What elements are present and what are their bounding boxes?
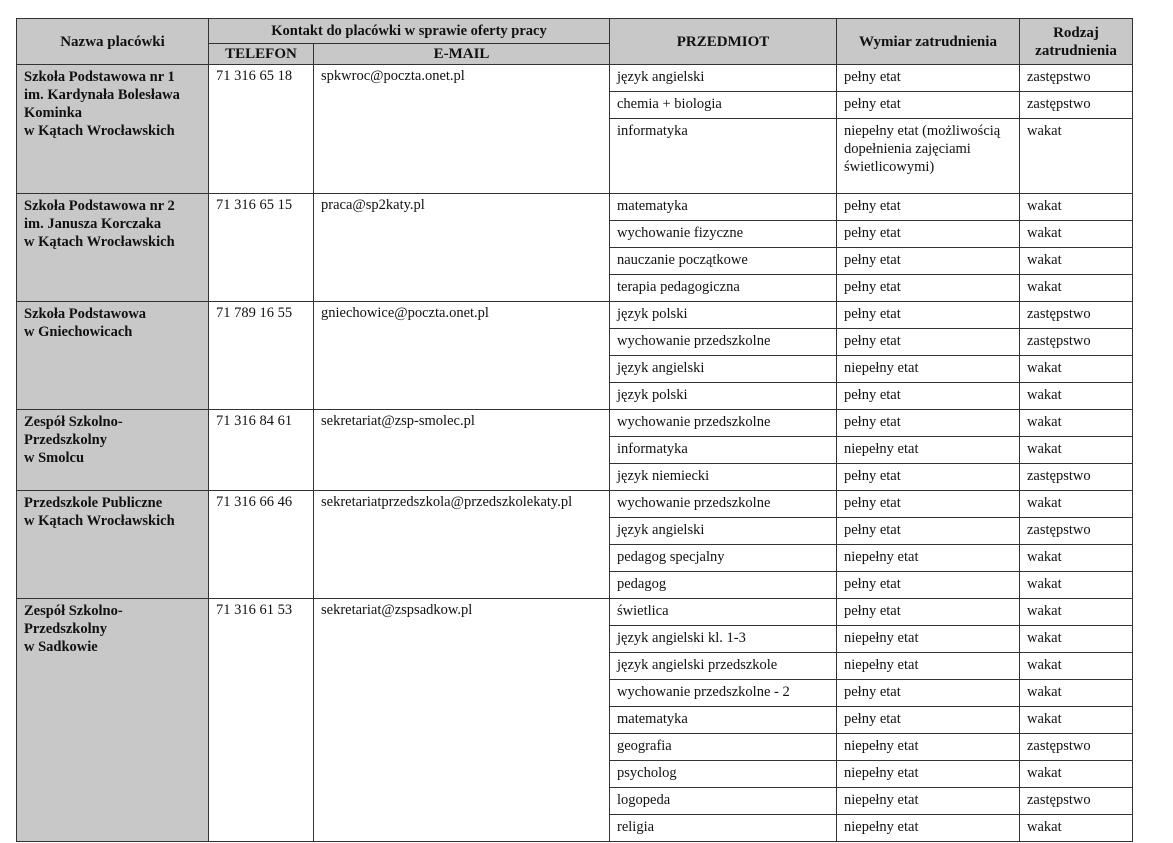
offer-subject: informatyka	[610, 437, 837, 464]
offer-subject: chemia + biologia	[610, 92, 837, 119]
offer-subject: język angielski kl. 1-3	[610, 626, 837, 653]
offer-subject: język angielski	[610, 65, 837, 92]
offer-employment-type: zastępstwo	[1020, 464, 1133, 491]
offer-employment-type: wakat	[1020, 572, 1133, 599]
table-row	[17, 410, 1133, 437]
offer-employment-type: wakat	[1020, 410, 1133, 437]
offer-employment-scope: niepełny etat	[837, 815, 1020, 842]
offer-employment-type: zastępstwo	[1020, 788, 1133, 815]
offer-employment-scope: pełny etat	[837, 275, 1020, 302]
school-name-line: Przedszkolny	[24, 621, 107, 637]
offer-subject: język polski	[610, 302, 837, 329]
offer-employment-scope: niepełny etat	[837, 545, 1020, 572]
school-name-line: Zespół Szkolno-	[24, 414, 123, 430]
school-email[interactable]: praca@sp2katy.pl	[314, 194, 610, 302]
school-name-line: w Kątach Wrocławskich	[24, 513, 175, 529]
offer-employment-type: wakat	[1020, 275, 1133, 302]
header-employment-type: Rodzaj zatrudnienia	[1020, 19, 1133, 65]
offer-employment-type: wakat	[1020, 815, 1133, 842]
school-name-line: Zespół Szkolno-	[24, 603, 123, 619]
offer-subject: nauczanie początkowe	[610, 248, 837, 275]
offer-subject: matematyka	[610, 707, 837, 734]
offer-employment-scope: pełny etat	[837, 92, 1020, 119]
offer-employment-scope: pełny etat	[837, 491, 1020, 518]
offer-subject: wychowanie przedszkolne	[610, 410, 837, 437]
offer-employment-scope: pełny etat	[837, 221, 1020, 248]
table-header	[17, 19, 1133, 65]
offer-subject: pedagog	[610, 572, 837, 599]
table-row	[17, 65, 1133, 92]
school-phone: 71 316 65 15	[209, 194, 314, 302]
offer-employment-scope: niepełny etat	[837, 788, 1020, 815]
offer-employment-scope: pełny etat	[837, 248, 1020, 275]
offer-subject: język niemiecki	[610, 464, 837, 491]
school-phone: 71 316 61 53	[209, 599, 314, 842]
offer-employment-type: wakat	[1020, 707, 1133, 734]
offer-employment-type: wakat	[1020, 119, 1133, 194]
offer-employment-scope: niepełny etat	[837, 626, 1020, 653]
header-contact-group: Kontakt do placówki w sprawie oferty pracy	[209, 19, 610, 44]
offer-employment-scope: pełny etat	[837, 302, 1020, 329]
offer-subject: wychowanie przedszkolne	[610, 329, 837, 356]
offer-subject: język angielski	[610, 518, 837, 545]
header-employment-scope: Wymiar zatrudnienia	[837, 19, 1020, 65]
school-phone: 71 316 84 61	[209, 410, 314, 491]
school-name	[17, 599, 209, 842]
offer-employment-type: wakat	[1020, 761, 1133, 788]
offer-subject: wychowanie fizyczne	[610, 221, 837, 248]
job-offers-table	[16, 18, 1133, 842]
offer-employment-type: zastępstwo	[1020, 329, 1133, 356]
offer-employment-type: zastępstwo	[1020, 302, 1133, 329]
offer-employment-scope: niepełny etat	[837, 437, 1020, 464]
offer-employment-type: zastępstwo	[1020, 65, 1133, 92]
header-phone: TELEFON	[209, 44, 314, 65]
school-name-line: Szkoła Podstawowa nr 1	[24, 69, 175, 85]
school-name-line: w Gniechowicach	[24, 324, 133, 340]
offer-subject: wychowanie przedszkolne	[610, 491, 837, 518]
school-name-line: w Smolcu	[24, 450, 85, 466]
offer-employment-scope: niepełny etat	[837, 734, 1020, 761]
school-email[interactable]: spkwroc@poczta.onet.pl	[314, 65, 610, 194]
offer-subject: świetlica	[610, 599, 837, 626]
school-name-line: w Kątach Wrocławskich	[24, 234, 175, 250]
offer-subject: język polski	[610, 383, 837, 410]
offer-employment-scope: pełny etat	[837, 518, 1020, 545]
offer-employment-type: wakat	[1020, 383, 1133, 410]
table-row	[17, 194, 1133, 221]
table-row	[17, 599, 1133, 626]
offer-employment-scope: niepełny etat	[837, 356, 1020, 383]
school-phone: 71 316 66 46	[209, 491, 314, 599]
offer-employment-scope: pełny etat	[837, 464, 1020, 491]
school-name-line: Szkoła Podstawowa nr 2	[24, 198, 175, 214]
school-name	[17, 302, 209, 410]
school-email[interactable]: sekretariat@zspsadkow.pl	[314, 599, 610, 842]
table-body	[17, 65, 1133, 842]
header-email: E-MAIL	[314, 44, 610, 65]
school-name-line: Szkoła Podstawowa	[24, 306, 147, 322]
offer-employment-type: wakat	[1020, 653, 1133, 680]
offer-employment-type: wakat	[1020, 491, 1133, 518]
school-name	[17, 410, 209, 491]
offer-employment-scope: pełny etat	[837, 65, 1020, 92]
offer-employment-type: wakat	[1020, 194, 1133, 221]
offer-employment-scope: pełny etat	[837, 572, 1020, 599]
school-name-line: Kominka	[24, 105, 83, 121]
table-row	[17, 302, 1133, 329]
school-name-line: Przedszkolny	[24, 432, 107, 448]
offer-employment-type: wakat	[1020, 248, 1133, 275]
offer-employment-scope: pełny etat	[837, 707, 1020, 734]
offer-employment-type: wakat	[1020, 545, 1133, 572]
offer-employment-type: wakat	[1020, 680, 1133, 707]
offer-subject: pedagog specjalny	[610, 545, 837, 572]
school-name	[17, 194, 209, 302]
offer-employment-type: wakat	[1020, 356, 1133, 383]
offer-employment-scope: pełny etat	[837, 383, 1020, 410]
school-name-line: w Sadkowie	[24, 639, 98, 655]
school-name-line: im. Kardynała Bolesława	[24, 87, 180, 103]
header-school-name: Nazwa placówki	[17, 19, 209, 65]
offer-subject: informatyka	[610, 119, 837, 194]
offer-subject: geografia	[610, 734, 837, 761]
offer-subject: matematyka	[610, 194, 837, 221]
offer-subject: religia	[610, 815, 837, 842]
school-name-line: w Kątach Wrocławskich	[24, 123, 175, 139]
offer-employment-scope: niepełny etat	[837, 761, 1020, 788]
offer-employment-type: zastępstwo	[1020, 518, 1133, 545]
offer-employment-type: wakat	[1020, 221, 1133, 248]
offer-employment-scope: niepełny etat (możliwością dopełnienia zajęciami świetlicowymi)	[837, 119, 1020, 194]
school-name	[17, 65, 209, 194]
school-phone: 71 316 65 18	[209, 65, 314, 194]
school-email[interactable]: gniechowice@poczta.onet.pl	[314, 302, 610, 410]
offer-employment-scope: pełny etat	[837, 680, 1020, 707]
offer-subject: język angielski przedszkole	[610, 653, 837, 680]
table-row	[17, 491, 1133, 518]
school-name-line: im. Janusza Korczaka	[24, 216, 162, 232]
offer-employment-type: wakat	[1020, 437, 1133, 464]
offer-subject: język angielski	[610, 356, 837, 383]
header-subject: PRZEDMIOT	[610, 19, 837, 65]
school-email[interactable]: sekretariatprzedszkola@przedszkolekaty.pl	[314, 491, 610, 599]
offer-employment-type: zastępstwo	[1020, 92, 1133, 119]
offer-subject: logopeda	[610, 788, 837, 815]
offer-employment-scope: pełny etat	[837, 410, 1020, 437]
school-name	[17, 491, 209, 599]
school-phone: 71 789 16 55	[209, 302, 314, 410]
offer-employment-scope: pełny etat	[837, 329, 1020, 356]
offer-employment-type: wakat	[1020, 626, 1133, 653]
offer-subject: terapia pedagogiczna	[610, 275, 837, 302]
offer-subject: psycholog	[610, 761, 837, 788]
offer-employment-scope: pełny etat	[837, 599, 1020, 626]
offer-employment-scope: niepełny etat	[837, 653, 1020, 680]
school-name-line: Przedszkole Publiczne	[24, 495, 163, 511]
offer-employment-type: wakat	[1020, 599, 1133, 626]
document-page	[16, 18, 1132, 842]
offer-subject: wychowanie przedszkolne - 2	[610, 680, 837, 707]
offer-employment-scope: pełny etat	[837, 194, 1020, 221]
school-email[interactable]: sekretariat@zsp-smolec.pl	[314, 410, 610, 491]
offer-employment-type: zastępstwo	[1020, 734, 1133, 761]
